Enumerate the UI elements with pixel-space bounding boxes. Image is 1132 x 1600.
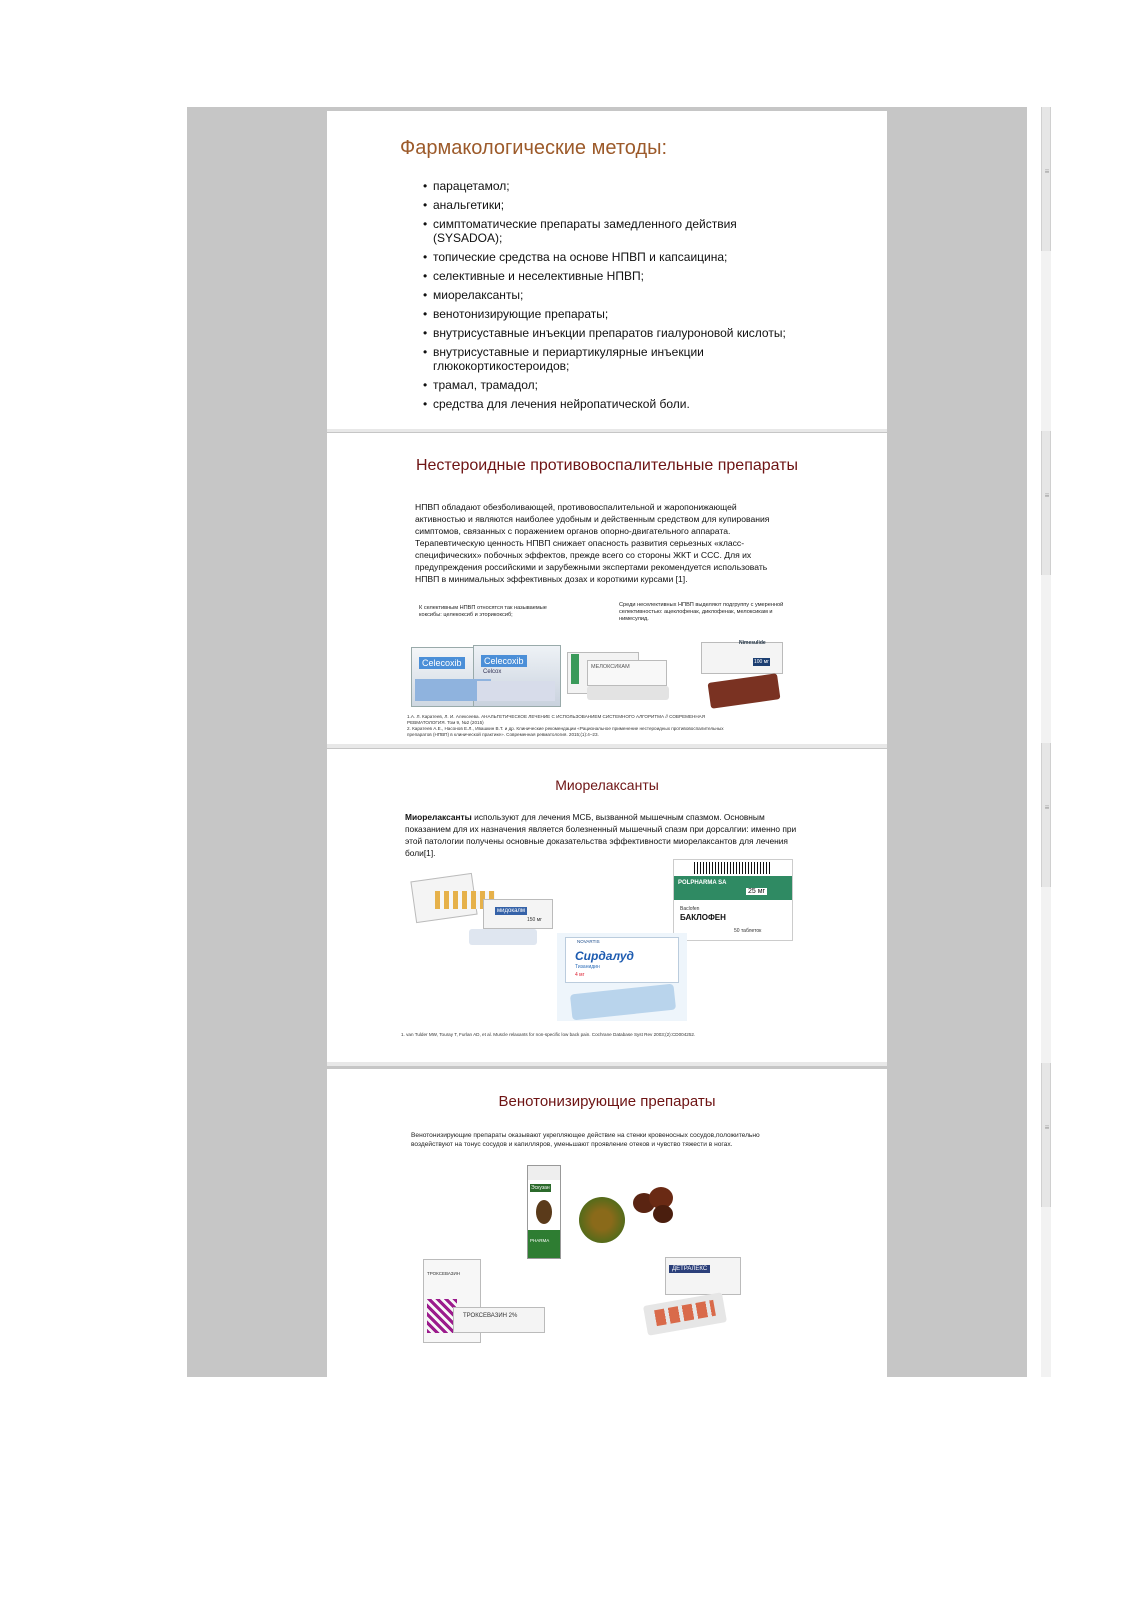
page-separator — [327, 1062, 887, 1066]
selective-note: К селективным НПВП относятся так называемые коксибы: целекоксиб и эторикоксиб; — [419, 605, 547, 618]
list-item: • внутрисуставные инъекции препаратов гиалуроновой кислоты; — [423, 326, 803, 340]
slide-muscle-relaxants — [327, 749, 887, 1062]
celecoxib-pack-image: Celecoxib Celecoxib Celcox — [411, 645, 559, 707]
slide-paragraph: НПВП обладают обезболивающей, противовоспалительной и жаропонижающей активностью и являются наиболее удобным и действенным средством для купирования симптомов, связанных с поражением органов опорно-двигательного аппарата. Терапевтическую ценность НПВП снижает опасность развития серьезных «класс-специфических» побочных эффектов, прежде всего со стороны ЖКТ и ССС. Для их предупреждения российскими и зарубежными экспертами рекомендуется использовать НПВП в минимальных эффективных дозах и короткими курсами [1]. — [415, 502, 770, 584]
list-item: • анальгетики; — [423, 198, 803, 212]
escuzan-bottle-image: Эскузан PHARMA — [527, 1165, 561, 1259]
nimesulide-pack-image: Nimesulide 100 мг — [691, 638, 785, 710]
list-item: • селективные и неселективные НПВП; — [423, 269, 803, 283]
reference-2: 2. Каратеев А.Е., Насонов Е.Л., Ивашкин В.Т. и др. Клинические рекомендации «Рациональное применение нестероидных противовоспалительных препаратов (НПВП) в клинической практике». Современная ревматология. 2015;(1):4–23. — [407, 726, 724, 737]
bullet-list — [423, 179, 803, 416]
slide-paragraph: Миорелаксанты используют для лечения МСБ, вызванной мышечным спазмом. Основным показанием для их назначения является болезненный мышечный спазм при дорсалгии: именно при этой патологии получены основные доказательства эффективности миорелаксантов для лечения боли[1]. — [405, 812, 797, 858]
chestnut-image — [573, 1183, 683, 1257]
list-item: • миорелаксанты; — [423, 288, 803, 302]
slide-nsaids — [327, 433, 887, 744]
scrollbar-thumb[interactable] — [1041, 431, 1051, 575]
list-item: • венотонизирующие препараты; — [423, 307, 803, 321]
reference-1: 1. van Tulder MW, Touray T, Furlan AD, et al. Muscle relaxants for non-specific low back pain. Cochrane Database Syst Rev 2003;(2):CD004252. — [401, 1032, 696, 1037]
slide-title: Фармакологические методы: — [400, 137, 668, 159]
page-separator — [327, 744, 887, 748]
troxevasin-pack-image: ТРОКСЕВАЗИН ТРОКСЕВАЗИН 2% — [423, 1259, 543, 1351]
baclofen-pack-image: POLPHARMA SA 25 мг Baclofen БАКЛОФЕН 50 таблеток — [673, 859, 793, 941]
slide-pharmacological-methods — [327, 111, 887, 429]
list-item: • внутрисуставные и периартикулярные инъекции глюкокортикостероидов; — [423, 345, 803, 373]
reference-1: 1.А. Л. Каратеев, Л. И. Алексеева. АНАЛЬГЕТИЧЕСКОЕ ЛЕЧЕНИЕ С ИСПОЛЬЗОВАНИЕМ СИСТЕМНОГО АЛГОРИТМА // СОВРЕМЕННАЯ РЕВМАТОЛОГИЯ. Том 9, №2 (2015) — [407, 714, 706, 725]
slide-title: Миорелаксанты — [555, 777, 659, 793]
slide-title: Нестероидные противовоспалительные препараты — [415, 457, 799, 474]
slide-title: Венотонизирующие препараты — [498, 1093, 716, 1110]
detralex-pack-image: ДЕТРАЛЕКС — [645, 1257, 741, 1339]
list-item: • трамал, трамадол; — [423, 378, 803, 392]
slide-paragraph: Венотонизирующие препараты оказывают укрепляющее действие на стенки кровеносных сосудов,положительно воздействуют на тонус сосудов и капилляров, уменьшают проявление отеков и чувство тяжести в ногах. — [411, 1132, 760, 1148]
list-item: • парацетамол; — [423, 179, 803, 193]
list-item: • симптоматические препараты замедленного действия (SYSADOA); — [423, 217, 803, 245]
scrollbar-thumb[interactable] — [1041, 743, 1051, 887]
slide-venotonic-drugs — [327, 1069, 887, 1377]
mydocalm-pack-image: мидокалм 150 мг — [413, 877, 553, 949]
meloxicam-pack-image: МЕЛОКСИКАМ — [567, 646, 671, 704]
scrollbar-thumb[interactable] — [1041, 1063, 1051, 1207]
nonselective-note: Среди неселективных НПВП выделяют подгруппу с умеренной селективностью: ацеклофенак, диклофенак, мелоксикам и нимесулид. — [619, 602, 784, 622]
list-item: • средства для лечения нейропатической боли. — [423, 397, 803, 411]
list-item: • топические средства на основе НПВП и капсаицина; — [423, 250, 803, 264]
sirdalud-pack-image: NOVARTIS Сирдалуд Тизанидин 4 мг — [557, 933, 687, 1021]
scrollbar-thumb[interactable] — [1041, 107, 1051, 251]
